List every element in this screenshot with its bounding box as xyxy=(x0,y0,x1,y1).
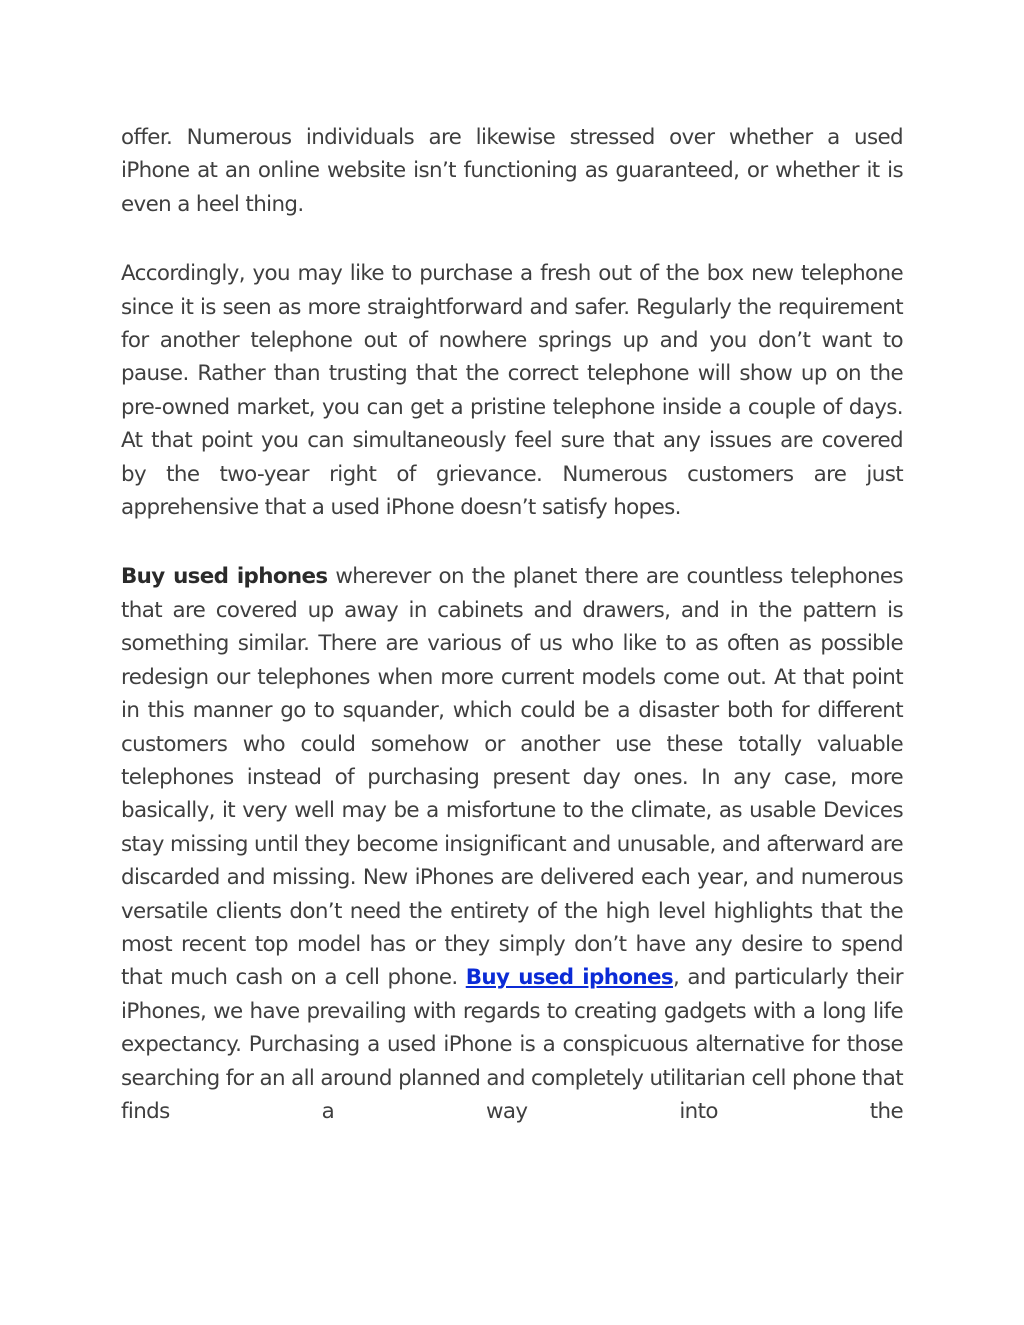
paragraph-1: offer. Numerous individuals are likewise stressed over whether a used iPhone at an online website isn’t functioning as guaranteed, or whether it is even a heel thing. xyxy=(121,125,903,217)
keyword-lead-bold: Buy used iphones xyxy=(121,564,328,590)
paragraph-3-text-b: , and particularly their iPhones, we have prevailing with regards to creating gadgets with a long life expectancy. Purchasing a used iPhone is a conspicuous alternative for those searching for an all around planned and completely utilitarian cell phone that finds a way into the xyxy=(121,965,903,1124)
paragraph-2: Accordingly, you may like to purchase a fresh out of the box new telephone since it is seen as more straightforward and safer. Regularly the requirement for another telephone out of nowhere springs up and you don’t want to pause. Rather than trusting that the correct telephone will show up on the pre-owned market, you can get a pristine telephone inside a couple of days. At that point you can simultaneously feel sure that any issues are covered by the two-year right of grievance. Numerous customers are just apprehensive that a used iPhone doesn’t satisfy hopes. xyxy=(121,261,903,521)
document-page xyxy=(121,121,903,1128)
buy-used-iphones-link[interactable]: Buy used iphones xyxy=(465,965,674,991)
paragraph-3 xyxy=(121,560,903,1128)
paragraph-3-text-a: wherever on the planet there are countless telephones that are covered up away in cabinets and drawers, and in the pattern is something similar. There are various of us who like to as often as possible redesign our telephones when more current models come out. At that point in this manner go to squander, which could be a disaster both for different customers who could somehow or another use these totally valuable telephones instead of purchasing present day ones. In any case, more basically, it very well may be a misfortune to the climate, as usable Devices stay missing until they become insignificant and unusable, and afterward are discarded and missing. New iPhones are delivered each year, and numerous versatile clients don’t need the entirety of the high level highlights that the most recent top model has or they simply don’t have any desire to spend that much cash on a cell phone. xyxy=(121,564,903,991)
